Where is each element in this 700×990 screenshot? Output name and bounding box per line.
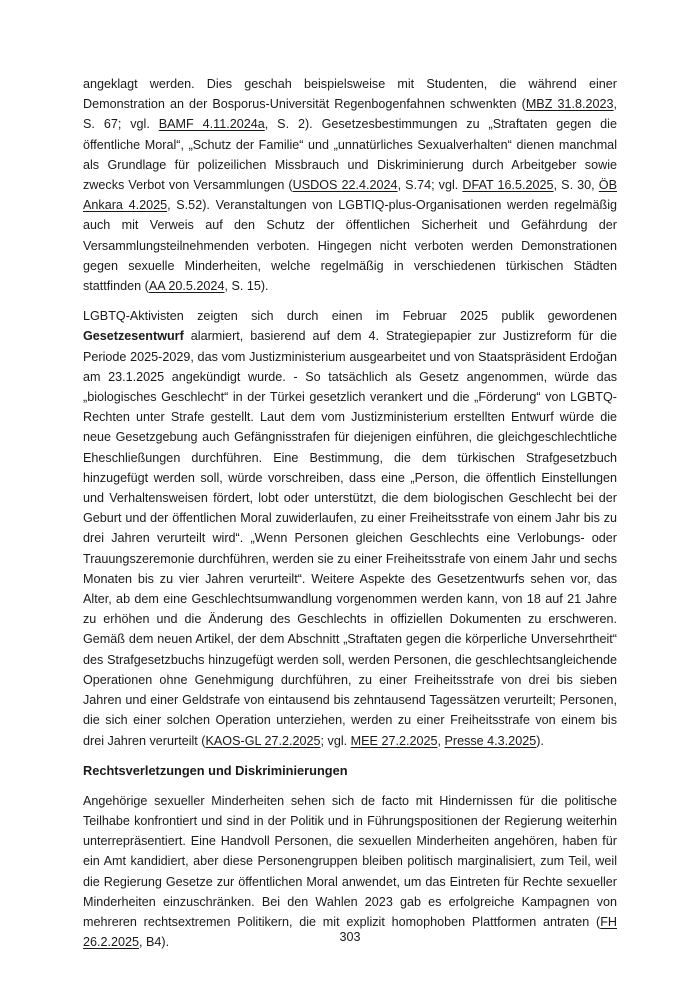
section-heading: Rechtsverletzungen und Diskriminierungen <box>83 762 348 778</box>
source-reference-link[interactable]: MBZ 31.8.2023 <box>525 97 614 112</box>
text-run: , S. 30, <box>553 178 599 193</box>
text-run: alarmiert, basierend auf dem 4. Strategiepapier zur Justizreform für die Periode 2025-2029, das vom Justizministerium ausgearbeitet und von Staatspräsident Erdoğan am 23.1.2025 angekündigt wurde. - So tatsächlich als Gesetz angenommen, würde das „biologisches Geschlecht“ in der Türkei gesetzlich verankert und die „Förderung“ von LGBTQ-Rechten unter Strafe gestellt. Laut dem vom Justizministerium erstellten Entwurf würde die neue Gesetzgebung auch Gefängnisstrafen für diejenigen einführen, die gleichgeschlechtliche Eheschließungen durchführen. Eine Bestimmung, die dem türkischen Strafgesetzbuch hinzugefügt werden soll, würde vorschreiben, dass eine „Person, die öffentlich Einstellungen und Verhaltensweisen fördert, lobt oder unterstützt, die dem biologischen Geschlecht bei der Geburt und der öffentlichen Moral zuwiderlaufen, zu einer Freiheitsstrafe von einem Jahr bis zu drei Jahren verurteilt wird“. „Wenn Personen gleichen Geschlechts eine Verlobungs- oder Trauungszeremonie durchführen, werden sie zu einer Freiheitsstrafe von einem Jahr und sechs Monaten bis zu vier Jahren verurteilt“. Weitere Aspekte des Gesetzentwurfs sehen vor, das Alter, ab dem eine Geschlechtsumwandlung vorgenommen werden kann, von 18 auf 21 Jahre zu erhöhen und die Änderung des Geschlechts in offiziellen Dokumenten zu erschweren. Gemäß dem neuen Artikel, der dem Abschnitt „Straftaten gegen die körperliche Unversehrtheit“ des Strafgesetzbuchs hinzugefügt werden soll, werden Personen, die geschlechtsangleichende Operationen ohne Genehmigung durchführen, zu einer Freiheitsstrafe von drei bis sieben Jahren und einer Geldstrafe von eintausend bis zehntausend Tagessätzen verurteilt; Personen, die sich einer solchen Operation unterziehen, werden zu einer Freiheitsstrafe von einem bis drei Jahren verurteilt ( <box>83 329 617 748</box>
body-text-before-heading <box>83 74 617 751</box>
paragraph <box>83 306 617 750</box>
source-reference-link[interactable]: MEE 27.2.2025 <box>350 733 438 748</box>
source-reference-link[interactable]: AA 20.5.2024 <box>148 279 225 294</box>
source-reference-link[interactable]: DFAT 16.5.2025 <box>462 178 554 193</box>
text-run: , S. 67; vgl. <box>83 97 617 132</box>
text-run: LGBTQ-Aktivisten zeigten sich durch einen im Februar 2025 publik gewordenen <box>83 309 617 324</box>
document-page <box>83 74 617 962</box>
source-reference-link[interactable]: BAMF 4.11.2024a <box>158 117 265 132</box>
text-run: , <box>437 733 445 748</box>
text-run: , S.52). Veranstaltungen von LGBTIQ-plus-Organisationen werden regelmäßig auch mit Verweis auf den Schutz der öffentlichen Sicherheit und Gefährdung der Versammlungsteilnehmenden verboten. Hingegen nicht verboten werden Demonstrationen gegen sexuelle Minderheiten, welche regelmäßig in verschiedenen türkischen Städten stattfinden ( <box>83 198 617 294</box>
text-run: , S. 2). Gesetzesbestimmungen zu „Straftaten gegen die öffentliche Moral“, „Schutz der Familie“ und „unnatürliches Sexualverhalten“ dienen manchmal als Grundlage für polizeilichen Missbrauch und Diskriminierung durch Arbeitgeber sowie zwecks Verbot von Versammlungen ( <box>83 117 617 193</box>
text-run: Angehörige sexueller Minderheiten sehen sich de facto mit Hindernissen für die politische Teilhabe konfrontiert und sind in der Politik und in Führungspositionen der Regierung weiterhin unterrepräsentiert. Eine Handvoll Personen, die sexuellen Minderheiten angehören, haben für ein Amt kandidiert, aber diese Personengruppen bleiben politisch marginalisiert, zum Teil, weil die Regierung Gesetze zur öffentlichen Moral anwendet, um das Eintreten für Rechte sexueller Minderheiten einzuschränken. Bei den Wahlen 2023 gab es erfolgreiche Kampagnen von mehreren rechtsextremen Politikern, die mit explizit homophoben Plattformen antraten ( <box>83 793 617 929</box>
text-run: , S.74; vgl. <box>397 178 463 193</box>
page-number: 303 <box>339 930 361 944</box>
paragraph <box>83 74 617 296</box>
text-run: ; vgl. <box>320 733 351 748</box>
text-run: ). <box>536 733 544 748</box>
source-reference-link[interactable]: ÖB Ankara 4.2025 <box>83 178 617 213</box>
text-run: , S. 15). <box>224 279 269 294</box>
emphasized-text: Gesetzesentwurf <box>83 329 184 344</box>
source-reference-link[interactable]: USDOS 22.4.2024 <box>292 178 398 193</box>
source-reference-link[interactable]: KAOS-GL 27.2.2025 <box>205 733 321 748</box>
text-run: , B4). <box>139 935 170 950</box>
text-run: angeklagt werden. Dies geschah beispielsweise mit Studenten, die während einer Demonstration an der Bosporus-Universität Regenbogenfahnen schwenkten ( <box>83 77 617 112</box>
source-reference-link[interactable]: FH 26.2.2025 <box>83 914 617 950</box>
source-reference-link[interactable]: Presse 4.3.2025 <box>444 733 537 748</box>
